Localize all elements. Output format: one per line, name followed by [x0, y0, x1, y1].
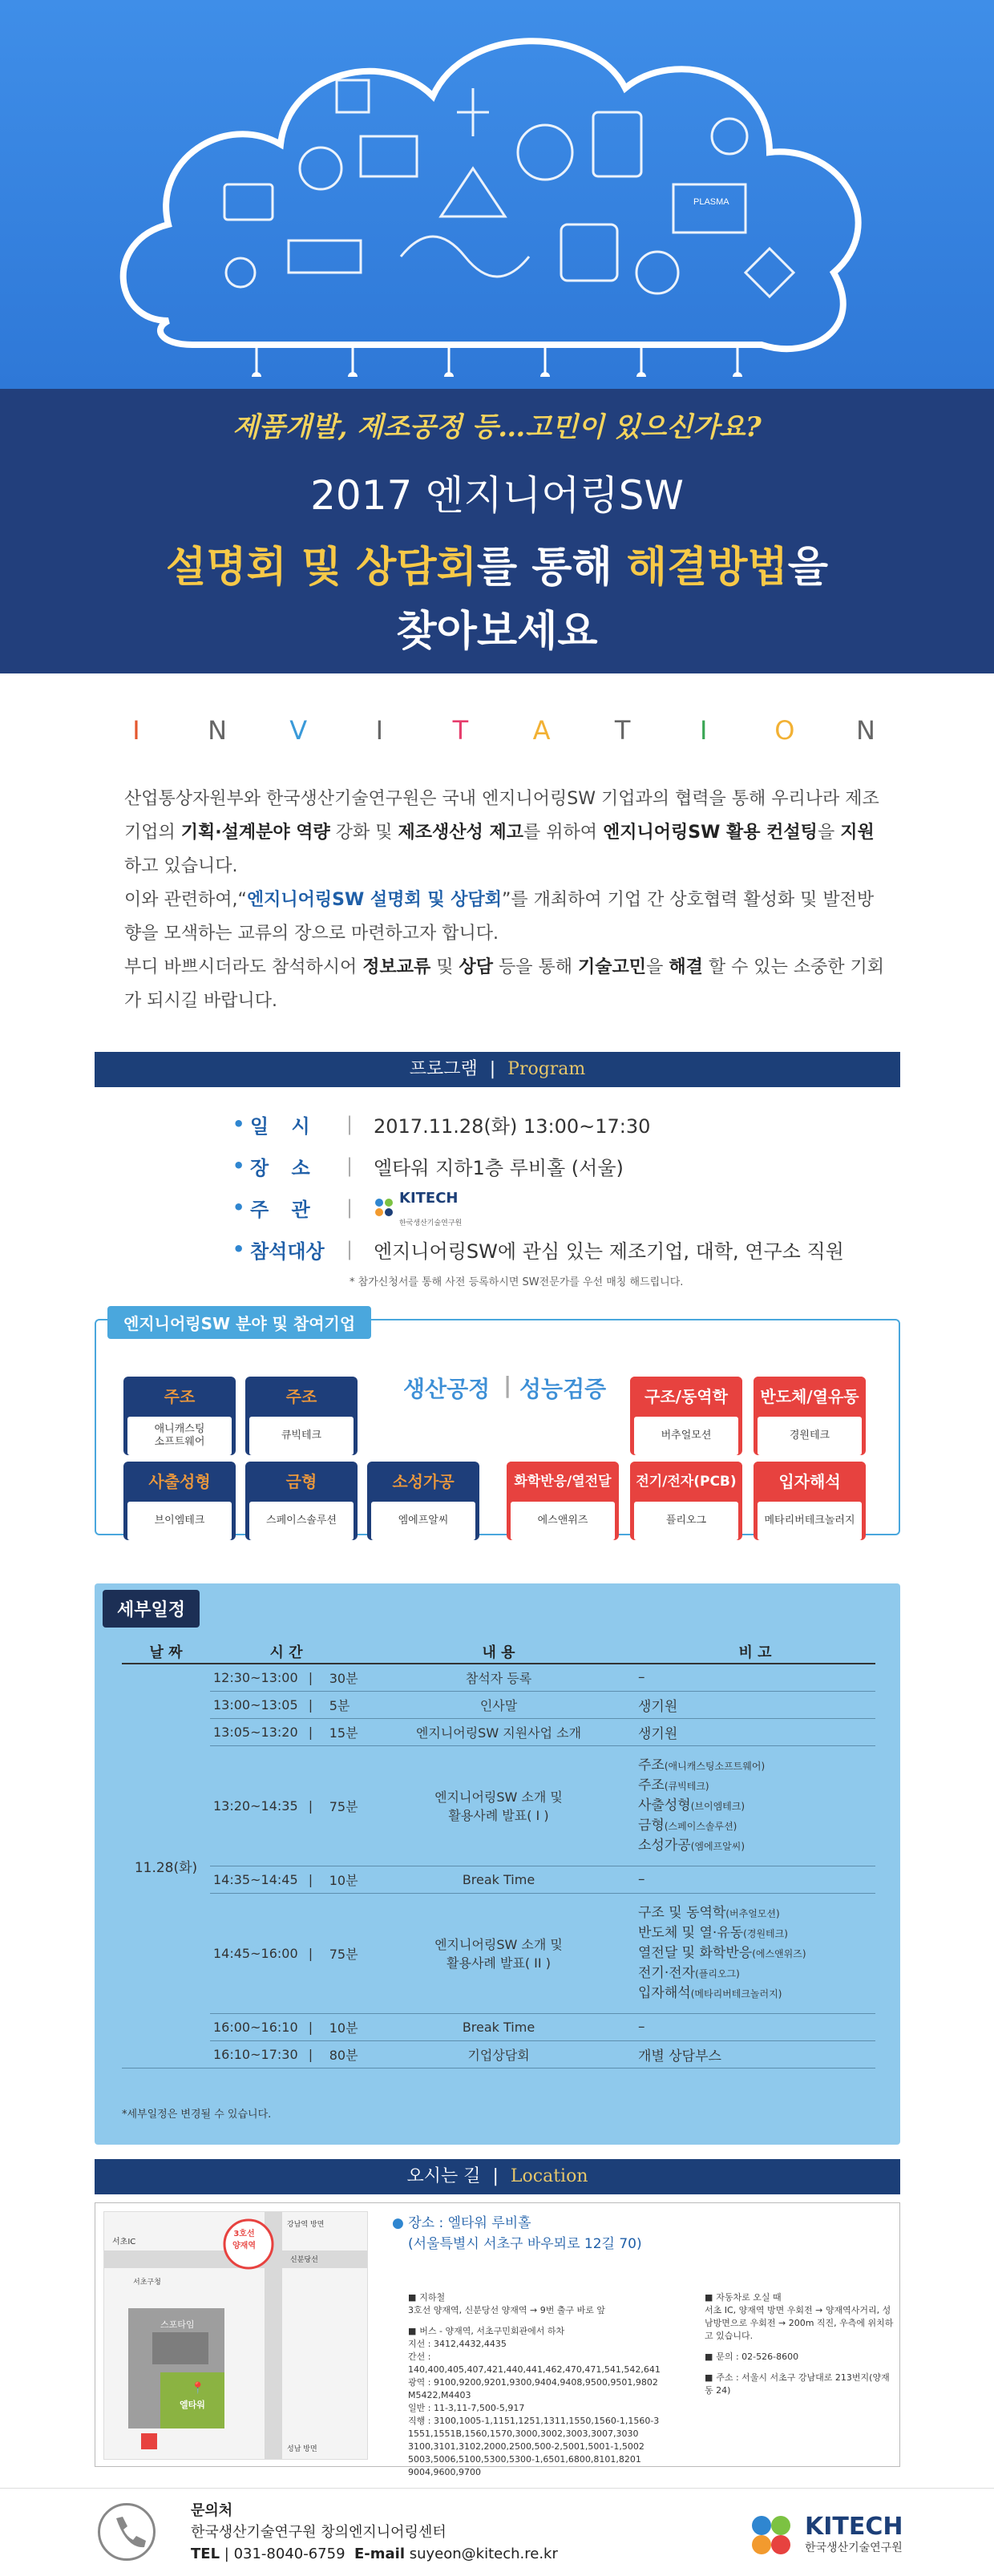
contact-org: 한국생산기술연구원 창의엔지니어링센터 — [191, 2524, 446, 2541]
duration-cell: 10분 — [326, 1866, 362, 1893]
program-bar-separator: | — [489, 1059, 496, 1079]
invitation-letter: T — [452, 715, 469, 746]
note-field: 소성가공 — [638, 1837, 691, 1854]
program-separator: | — [346, 1113, 354, 1135]
hero-title-particle: 을 — [787, 544, 828, 592]
table-row — [122, 1691, 875, 1718]
duration-cell: 15분 — [326, 1718, 362, 1745]
note-company: (메타리버테크놀러지) — [690, 1988, 782, 2000]
schedule-date: 11.28(화) — [122, 1664, 210, 2068]
note-company: (플리오그) — [695, 1967, 740, 1980]
program-row-audience — [232, 1228, 874, 1270]
field-box — [754, 1377, 866, 1455]
location-place — [392, 2213, 642, 2255]
field-box — [245, 1377, 358, 1455]
note-item — [638, 1923, 872, 1943]
transit-info — [408, 2291, 681, 2487]
invitation-letter: I — [132, 715, 140, 746]
intro-emphasis: 상담 — [459, 957, 494, 977]
note-cell — [635, 1893, 875, 2013]
field-company: 메타리버테크놀러지 — [758, 1502, 862, 1540]
intro-emphasis: 지원 — [840, 823, 875, 843]
program-value: 2017.11.28(화) 13:00~17:30 — [374, 1114, 651, 1138]
intro-text-segment: 이와 관련하여,“ — [124, 890, 247, 910]
schedule-panel — [95, 1583, 900, 2145]
contact-line: TEL | 031-8040-6759 E-mail suyeon@kitech.re.kr — [191, 2546, 558, 2562]
place-address: (서울특별시 서초구 바우뫼로 12길 70) — [408, 2236, 642, 2252]
schedule-footnote: *세부일정은 변경될 수 있습니다. — [122, 2109, 272, 2121]
note-item — [638, 1816, 872, 1836]
intro-text-segment: 을 — [646, 957, 669, 977]
intro-text-segment: 을 — [817, 823, 841, 843]
field-box — [123, 1462, 236, 1540]
intro-text-segment: 및 — [430, 957, 459, 977]
program-label: 주 관 — [250, 1198, 318, 1221]
intro-paragraph-1 — [124, 783, 886, 884]
note-company: (경원테크) — [743, 1927, 788, 1939]
program-value: 엘타워 지하1층 루비홀 (서울) — [374, 1156, 624, 1179]
table-row — [122, 1866, 875, 1893]
intro-paragraph-2 — [124, 884, 886, 951]
subway-text: 3호선 양재역, 신분당선 양재역 → 9번 출구 바로 앞 — [408, 2305, 605, 2315]
note-field: 주조 — [638, 1757, 665, 1773]
table-row — [122, 2013, 875, 2040]
map-label-shinbundang: 신분당선 — [290, 2256, 318, 2264]
car-text: 서초 IC, 양재역 방면 우회전 → 양재역사거리, 성남방면으로 우회전 → 200m 직진, 우측에 위치하고 있습니다. — [705, 2305, 894, 2341]
intro-text-segment: 하고 있습니다. — [124, 856, 238, 876]
bus-line: 간선 : 140,400,405,407,421,440,441,462,470,471,541,542,641 — [408, 2352, 661, 2375]
duration-cell: 75분 — [326, 1893, 362, 2013]
content-cell: 기업상담회 — [362, 2040, 635, 2068]
invitation-letter: O — [774, 715, 795, 746]
intro-text — [124, 783, 886, 1018]
program-separator: | — [346, 1155, 354, 1177]
intro-text-segment: 부디 바쁘시더라도 참석하시어 — [124, 957, 363, 977]
field-company: 에스앤위즈 — [511, 1502, 615, 1540]
time-cell — [210, 1718, 326, 1745]
duration-cell: 30분 — [326, 1664, 362, 1691]
field-box — [630, 1377, 742, 1455]
email-label: E-mail — [354, 2546, 405, 2562]
note-cell: – — [635, 1866, 875, 1893]
field-name: 주조 — [285, 1387, 317, 1406]
map-label-seongnam: 성남 방면 — [287, 2445, 317, 2453]
bus-title: 버스 - 양재역, 서초구민회관에서 하차 — [419, 2326, 565, 2336]
field-company: 엠에프알씨 — [371, 1502, 475, 1540]
time-cell — [210, 1893, 326, 2013]
content-cell: 엔지니어링SW 소개 및 활용사례 발표( II ) — [362, 1893, 635, 2013]
technology-cloud-illustration — [96, 16, 898, 377]
bullet-icon: • — [232, 1155, 245, 1177]
email-link[interactable]: suyeon@kitech.re.kr — [409, 2546, 558, 2562]
duration-cell: 80분 — [326, 2040, 362, 2068]
field-box — [367, 1462, 479, 1540]
map-label-ic: 서초IC — [112, 2238, 136, 2246]
subway-title: 지하철 — [419, 2292, 446, 2303]
time-range: 14:45~16:00 — [213, 1945, 298, 1961]
hero-title-year: 2017 엔지니어링SW — [310, 472, 684, 519]
intro-emphasis: 제조생산성 제고 — [398, 823, 523, 843]
program-row-venue — [232, 1145, 874, 1187]
program-details — [232, 1103, 874, 1270]
intro-text-segment: ”를 개최하여 기업 간 상호협력 활성화 및 발전방향을 모색하는 교류의 장으로 마련하고자 합니다. — [124, 890, 875, 944]
note-item — [638, 1984, 872, 2004]
content-cell: 엔지니어링SW 지원사업 소개 — [362, 1718, 635, 1745]
time-cell — [210, 1691, 326, 1718]
note-item — [638, 1963, 872, 1984]
intro-emphasis: 기술고민 — [578, 957, 647, 977]
field-name: 소성가공 — [392, 1472, 455, 1491]
intro-text-segment: 등을 통해 — [493, 957, 579, 977]
note-field: 입자해석 — [638, 1984, 691, 2001]
heading-production: 생산공정 — [403, 1376, 491, 1402]
intro-emphasis: 정보교류 — [362, 957, 431, 977]
time-range: 13:20~14:35 — [213, 1798, 298, 1814]
car-title: 자동차로 오실 때 — [716, 2292, 782, 2303]
bus-line: 1551,1551B,1560,1570,3000,3002,3003,3007,3030 — [408, 2428, 639, 2439]
note-field: 구조 및 동역학 — [638, 1904, 726, 1921]
col-note: 비 고 — [635, 1640, 875, 1664]
field-box — [507, 1462, 619, 1540]
table-row — [122, 1664, 875, 1691]
field-name: 입자해석 — [754, 1462, 866, 1502]
intro-text-segment: 할 수 있는 소중한 기회가 되시길 바랍니다. — [124, 957, 885, 1011]
time-cell — [210, 2013, 326, 2040]
schedule-table — [122, 1640, 875, 2068]
kitech-subname: 한국생산기술연구원 — [399, 1219, 463, 1227]
field-box — [754, 1462, 866, 1540]
bullet-icon: • — [232, 1113, 245, 1135]
map-label-yangjae: 3호선 양재역 — [232, 2230, 256, 2250]
note-cell: 개별 상담부스 — [635, 2040, 875, 2068]
field-name: 반도체/열유동 — [754, 1377, 866, 1417]
note-item — [638, 1943, 872, 1963]
note-company: (에스앤위즈) — [752, 1947, 806, 1959]
bullet-icon: ● — [392, 2215, 409, 2231]
field-name: 금형 — [285, 1472, 317, 1491]
intro-emphasis: 엔지니어링SW 활용 컨설팅 — [602, 823, 818, 843]
location-section-bar — [95, 2159, 900, 2194]
kitech-logo-sub: 한국생산기술연구원 — [805, 2542, 903, 2554]
heading-separator: | — [503, 1372, 512, 1398]
field-name: 화학반응/열전달 — [507, 1462, 619, 1502]
invitation-letter: A — [532, 715, 551, 746]
invitation-letter: N — [856, 715, 875, 746]
note-company: (애니캐스팅소프트웨어) — [664, 1760, 766, 1772]
subway-info: ■ 지하철 3호선 양재역, 신분당선 양재역 → 9번 출구 바로 앞 — [408, 2292, 605, 2315]
time-sep: | — [308, 2046, 313, 2062]
time-range: 16:00~16:10 — [213, 2019, 298, 2035]
program-separator: | — [346, 1196, 354, 1219]
intro-text-segment: 산업통상자원부와 한국생산기술연구원은 국내 엔지니어링SW 기업과의 협력을 통해 우리나라 제조기업의 — [124, 789, 879, 843]
bus-line: 5003,5006,5100,5300,5300-1,6501,6800,8101,8201 — [408, 2454, 641, 2465]
kitech-logo-text: KITECH — [805, 2513, 903, 2541]
hero-title-connector: 를 통해 — [476, 544, 627, 592]
hero-subtitle: 제품개발, 제조공정 등…고민이 있으신가요? — [232, 411, 762, 443]
address-line: 주소 : 서울시 서초구 강남대로 213번지(양재동 24) — [705, 2372, 890, 2396]
intro-emphasis: 해결 — [669, 957, 703, 977]
note-item — [638, 1836, 872, 1856]
location-bar-separator: | — [492, 2166, 499, 2186]
note-item — [638, 1776, 872, 1796]
bus-line: M5422,M4403 — [408, 2390, 471, 2400]
time-sep: | — [308, 1798, 313, 1814]
invitation-letter: V — [289, 715, 308, 746]
duration-cell: 10분 — [326, 2013, 362, 2040]
program-row-organizer — [232, 1187, 874, 1228]
car-directions: ■ 자동차로 오실 때 서초 IC, 양재역 방면 우회전 → 양재역사거리, 성남방면으로 우회전 → 200m 직진, 우측에 위치하고 있습니다. — [705, 2292, 894, 2341]
kitech-logo — [746, 2509, 903, 2561]
location-panel — [95, 2202, 900, 2477]
table-row — [122, 1893, 875, 2013]
content-cell: 엔지니어링SW 소개 및 활용사례 발표( I ) — [362, 1745, 635, 1866]
intro-text-segment: 를 위하여 — [523, 823, 603, 843]
footer — [0, 2488, 994, 2576]
time-sep: | — [308, 2019, 313, 2035]
content-cell: Break Time — [362, 1866, 635, 1893]
program-section-bar — [95, 1052, 900, 1087]
duration-cell: 5분 — [326, 1691, 362, 1718]
time-cell — [210, 1866, 326, 1893]
content-cell: 인사말 — [362, 1691, 635, 1718]
phone-icon — [98, 2503, 156, 2561]
map-pin-icon: 📍 — [191, 2382, 205, 2395]
time-sep: | — [308, 1945, 313, 1961]
tel-value[interactable]: 031-8040-6759 — [233, 2546, 345, 2562]
note-cell: 생기원 — [635, 1718, 875, 1745]
field-company: 브이엠테크 — [127, 1502, 232, 1540]
invitation-letter: I — [375, 715, 384, 746]
invitation-letter: N — [208, 715, 228, 746]
bus-line: 9004,9600,9700 — [408, 2467, 481, 2477]
bus-line: 광역 : 9100,9200,9201,9300,9404,9408,9500,9501,9802 — [408, 2377, 658, 2388]
phone-line: 문의 : 02-526-8600 — [716, 2352, 799, 2362]
col-content: 내 용 — [362, 1640, 635, 1664]
kitech-logo-icon — [374, 1197, 394, 1218]
location-bar-label-en: Location — [510, 2166, 588, 2186]
note-cell: 생기원 — [635, 1691, 875, 1718]
note-cell: – — [635, 1664, 875, 1691]
time-cell — [210, 2040, 326, 2068]
col-time: 시 간 — [210, 1640, 362, 1664]
kitech-logo-mark — [746, 2509, 797, 2561]
bullet-icon: • — [232, 1196, 245, 1219]
time-sep: | — [308, 1871, 313, 1887]
bullet-icon: • — [232, 1238, 245, 1260]
hero-highlight-event: 설명회 및 상담회 — [166, 544, 477, 592]
note-company: (큐빅테크) — [664, 1780, 709, 1792]
time-range: 16:10~17:30 — [213, 2046, 298, 2062]
note-company: (스페이스솔루션) — [664, 1820, 737, 1832]
program-label: 참석대상 — [250, 1239, 325, 1263]
field-company: 버추얼모션 — [634, 1417, 738, 1455]
hero-highlight-solution: 해결방법 — [626, 544, 788, 592]
program-separator: | — [346, 1238, 354, 1260]
note-field: 사출성형 — [638, 1797, 691, 1814]
contact-info — [191, 2500, 558, 2565]
intro-text-segment: 강화 및 — [329, 823, 398, 843]
car-info — [705, 2291, 897, 2405]
content-cell: 참석자 등록 — [362, 1664, 635, 1691]
time-range: 13:05~13:20 — [213, 1724, 298, 1740]
note-field: 금형 — [638, 1817, 665, 1834]
phone-info: ■ 문의 : 02-526-8600 — [705, 2352, 799, 2362]
note-field: 열전달 및 화학반응 — [638, 1944, 753, 1961]
time-sep: | — [308, 1724, 313, 1740]
intro-emphasis-blue: 엔지니어링SW 설명회 및 상담회 — [246, 890, 503, 910]
location-map[interactable] — [103, 2211, 368, 2460]
note-field: 전기·전자 — [638, 1964, 696, 1981]
plasma-badge: PLASMA — [693, 197, 729, 207]
field-company: 스페이스솔루션 — [249, 1502, 354, 1540]
map-label-storage: 스포타임 — [160, 2319, 195, 2330]
field-name: 사출성형 — [148, 1472, 211, 1491]
note-item — [638, 1796, 872, 1816]
field-name: 전기/전자(PCB) — [630, 1462, 742, 1502]
contact-title: 문의처 — [191, 2502, 233, 2519]
program-bar-label: 프로그램 — [409, 1059, 478, 1079]
duration-cell: 75분 — [326, 1745, 362, 1866]
invitation-heading — [0, 715, 994, 747]
field-box — [630, 1462, 742, 1540]
invitation-letter: T — [614, 715, 631, 746]
tel-label: TEL — [191, 2546, 220, 2562]
table-row — [122, 1745, 875, 1866]
invitation-letter: I — [700, 715, 708, 746]
table-row — [122, 2040, 875, 2068]
note-field: 주조 — [638, 1777, 665, 1793]
field-company: 큐빅테크 — [249, 1417, 354, 1455]
hero-title-ending: 찾아보세요 — [396, 608, 598, 656]
intro-emphasis: 기획·설계분야 역량 — [180, 823, 330, 843]
registration-note: * 참가신청서를 통해 사전 등록하시면 SW전문가를 우선 매칭 해드립니다. — [350, 1276, 684, 1288]
place-name: 장소 : 엘타워 루비홀 — [408, 2215, 531, 2231]
note-item — [638, 1903, 872, 1923]
address-info: ■ 주소 : 서울시 서초구 강남대로 213번지(양재동 24) — [705, 2372, 890, 2396]
intro-paragraph-3 — [124, 951, 886, 1018]
bus-line: 직행 : 3100,1005-1,1151,1251,1311,1550,1560-1,1560-3 — [408, 2416, 660, 2426]
bus-line: 3100,3101,3102,2000,2500,500-2,5001,5001-1,5002 — [408, 2441, 644, 2452]
note-item — [638, 1756, 872, 1776]
time-sep: | — [308, 1696, 313, 1713]
field-box — [123, 1377, 236, 1455]
kitech-logo-small — [374, 1185, 462, 1230]
field-company: 플리오그 — [634, 1502, 738, 1540]
field-box — [245, 1462, 358, 1540]
note-company: (엠에프알씨) — [690, 1840, 746, 1852]
time-cell — [210, 1664, 326, 1691]
program-label: 일 시 — [250, 1114, 318, 1138]
note-cell — [635, 1745, 875, 1866]
field-company: 경원테크 — [758, 1417, 862, 1455]
note-company: (버추얼모션) — [725, 1907, 780, 1919]
note-company: (브이엠테크) — [690, 1800, 746, 1812]
time-sep: | — [308, 1669, 313, 1685]
kitech-name: KITECH — [399, 1190, 459, 1207]
field-name: 주조 — [164, 1387, 196, 1406]
location-bar-label: 오시는 길 — [406, 2166, 481, 2186]
schedule-header-row — [122, 1640, 875, 1664]
program-bar-label-en: Program — [507, 1059, 586, 1079]
time-range: 14:35~14:45 — [213, 1871, 298, 1887]
hero-banner — [0, 0, 994, 673]
field-company: 애니캐스팅 소프트웨어 — [127, 1417, 232, 1455]
program-row-date — [232, 1103, 874, 1145]
program-value: 엔지니어링SW에 관심 있는 제조기업, 대학, 연구소 직원 — [374, 1239, 844, 1263]
bus-line: 지선 : 3412,4432,4435 — [408, 2339, 507, 2349]
fields-tag: 엔지니어링SW 분야 및 참여기업 — [107, 1306, 371, 1339]
schedule-tag: 세부일정 — [103, 1590, 200, 1628]
map-label-seocho: 서초구청 — [133, 2279, 161, 2287]
note-cell: – — [635, 2013, 875, 2040]
field-name: 구조/동역학 — [630, 1377, 742, 1417]
fields-panel — [95, 1314, 900, 1535]
time-range: 13:00~13:05 — [213, 1696, 298, 1713]
heading-verification: 성능검증 — [519, 1376, 607, 1402]
content-cell: Break Time — [362, 2013, 635, 2040]
time-range: 12:30~13:00 — [213, 1669, 298, 1685]
map-label-tower: 엘타워 — [180, 2400, 205, 2410]
map-label-gangnam: 강남역 방면 — [287, 2221, 325, 2229]
program-label: 장 소 — [250, 1156, 318, 1179]
note-field: 반도체 및 열·유동 — [638, 1924, 744, 1941]
hero-title-main — [0, 533, 994, 593]
bus-info: ■ 버스 - 양재역, 서초구민회관에서 하차 지선 : 3412,4432,4435 간선 : 140,400,405,407,421,440,441,462,470,471,541,542,641 광역 : 9100,9200,9201,9300,9404,9408,9500,9501,9802 M5422,M4403 일반 : 11-3,11-7,500-5,917 직행 : 3100,1005-1,1151,1251,1311,1550,1560-1,1560-3 1551,1551B,1560,1570,3000,3002,3003,3007,3030 3100,3101,3102,2000,2500,500-2,5001,5001-1,5002 5003,5006,5100,5300,5300-1,6501,6800,8101,8201 9004,9600,9700 — [408, 2326, 661, 2477]
bus-line: 일반 : 11-3,11-7,500-5,917 — [408, 2403, 525, 2413]
col-date: 날 짜 — [122, 1640, 210, 1664]
table-row — [122, 1718, 875, 1745]
time-cell — [210, 1745, 326, 1866]
